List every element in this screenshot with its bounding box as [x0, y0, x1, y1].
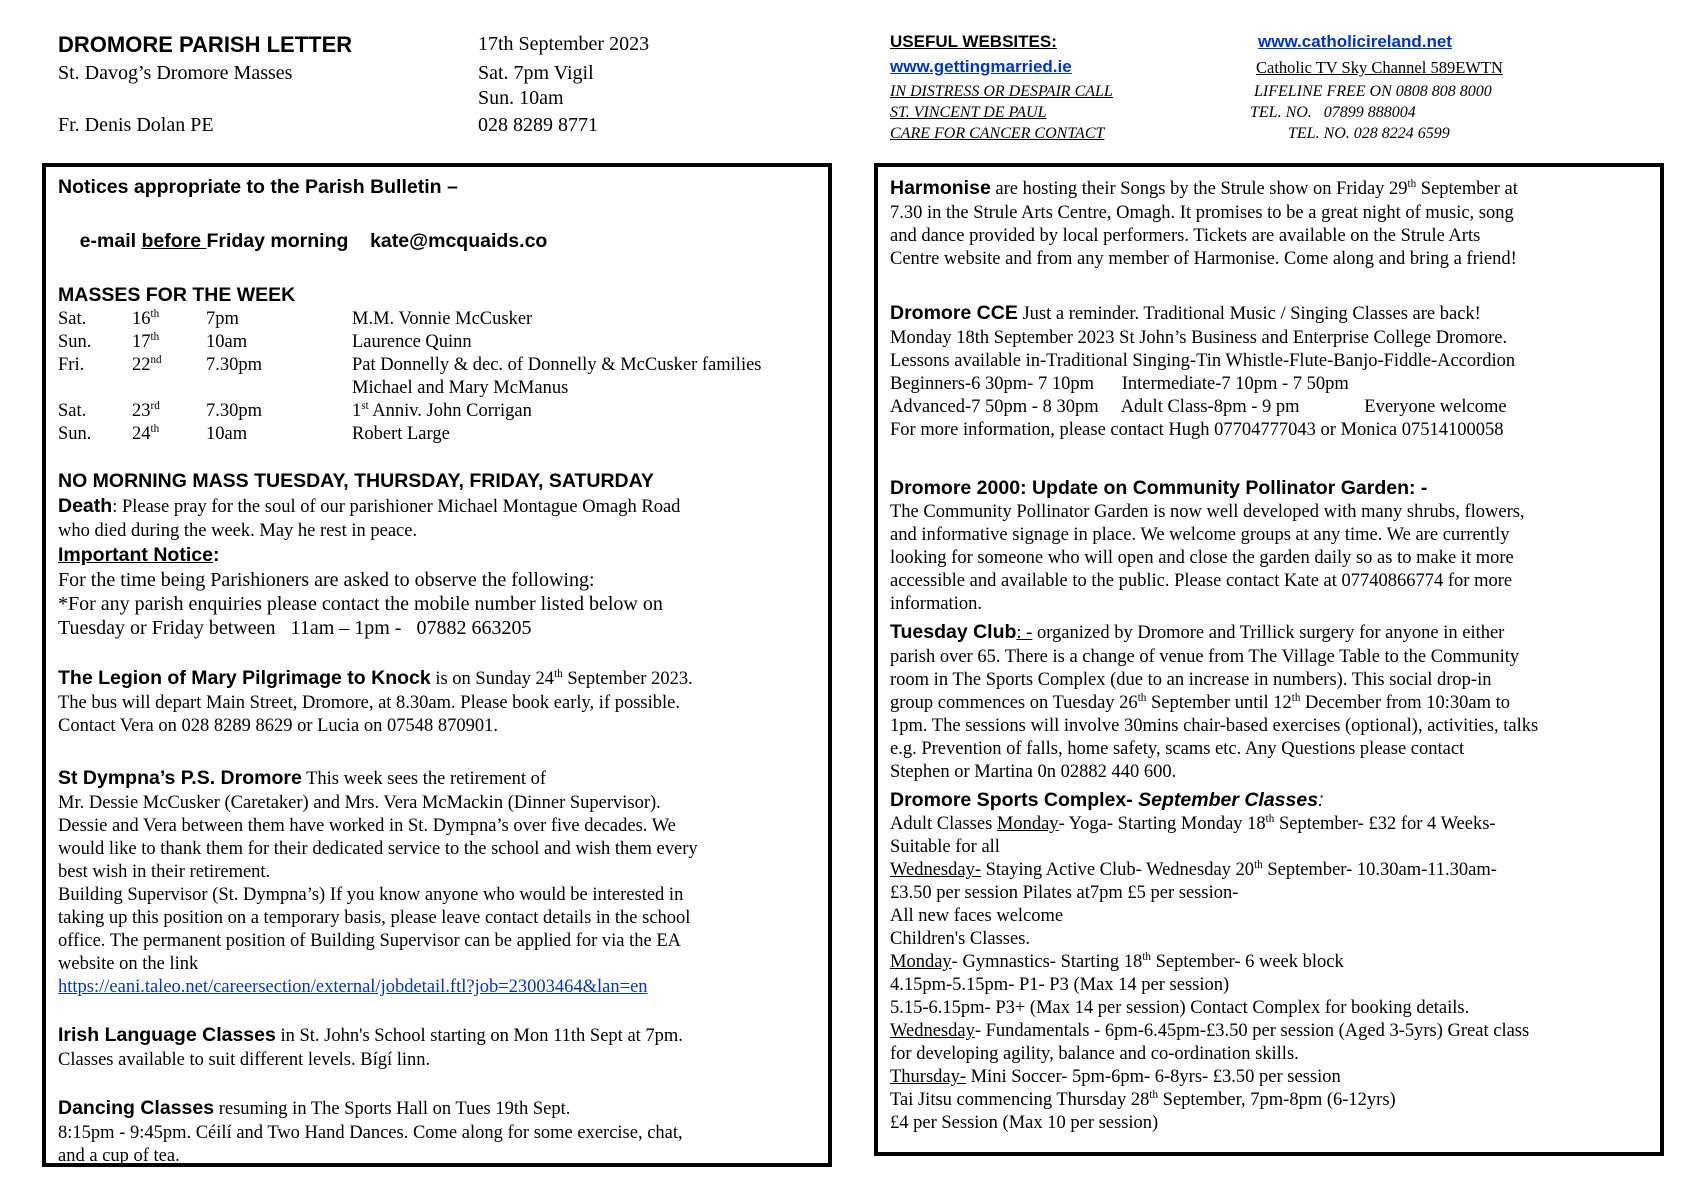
sports-line: £3.50 per session Pilates at7pm £5 per session- [890, 883, 1239, 903]
table-row: Sat. 16th 7pm M.M. Vonnie McCusker [58, 307, 533, 329]
sunday-time: Sun. 10am [478, 87, 564, 109]
sports-line: Wednesday- Fundamentals - 6pm-6.45pm-£3.50 per session (Aged 3-5yrs) Great class [890, 1021, 1530, 1041]
sports-line: Tai Jitsu commencing Thursday 28th September, 7pm-8pm (6-12yrs) [890, 1088, 1396, 1110]
d2000-line: accessible and available to the public. Please contact Kate at 07740866774 for more [890, 571, 1513, 591]
distress-label: IN DISTRESS OR DESPAIR CALL [890, 83, 1113, 100]
death-heading: Death [58, 495, 113, 517]
sports-line: Wednesday- Staying Active Club- Wednesday 20th September- 10.30am-11.30am- [890, 858, 1497, 880]
d2000-heading: Dromore 2000: Update on Community Pollinator Garden: - [890, 477, 1428, 499]
sports-line: All new faces welcome [890, 906, 1064, 926]
parish-phone: 028 8289 8771 [478, 114, 598, 136]
sports-line: Suitable for all [890, 837, 1000, 857]
date-text: 17th September 2023 [478, 33, 650, 55]
tuesday-line: group commences on Tuesday 26th September until 12th December from 10:30am to [890, 691, 1510, 713]
sports-line: 5.15-6.15pm- P3+ (Max 14 per session) Contact Complex for booking details. [890, 998, 1470, 1018]
left-column [58, 174, 823, 1168]
table-row: Sun. 24th 10am Robert Large [58, 422, 450, 444]
harmonise-line: and dance provided by local performers. Tickets are available on the Strule Arts [890, 226, 1481, 246]
vigil-time: Sat. 7pm Vigil [478, 62, 594, 84]
legion-heading: The Legion of Mary Pilgrimage to Knock [58, 667, 431, 689]
parish-letter-title: DROMORE PARISH LETTER [58, 32, 353, 57]
cce-line-1: Dromore CCE Just a reminder. Traditional Music / Singing Classes are back! [890, 302, 1481, 324]
harmonise-line: Centre website and from any member of Harmonise. Come along and bring a friend! [890, 249, 1517, 269]
cancer-row [890, 123, 1480, 144]
masses-table [58, 308, 762, 446]
dympna-line: office. The permanent position of Building Supervisor can be applied for via the EA [58, 931, 682, 951]
cce-line: Advanced-7 50pm - 8 30pm Adult Class-8pm - 9 pm Everyone welcome [890, 397, 1507, 417]
tuesday-line: Stephen or Martina 0n 02882 440 600. [890, 762, 1177, 782]
priest-name: Fr. Denis Dolan PE [58, 114, 214, 136]
irish-line-1: Irish Language Classes in St. John's School starting on Mon 11th Sept at 7pm. [58, 1024, 683, 1046]
d2000-line: information. [890, 594, 982, 614]
sports-line: Monday- Gymnastics- Starting 18th September- 6 week block [890, 950, 1344, 972]
cce-heading: Dromore CCE [890, 302, 1018, 324]
harmonise-line-1: Harmonise are hosting their Songs by the Strule show on Friday 29th September at [890, 177, 1518, 199]
death-notice: Death: Please pray for the soul of our parishioner Michael Montague Omagh Road [58, 495, 681, 517]
email-address[interactable]: kate@mcquaids.co [370, 230, 548, 252]
sports-line: Thursday- Mini Soccer- 5pm-6pm- 6-8yrs- £3.50 per session [890, 1067, 1341, 1087]
legion-line-1: The Legion of Mary Pilgrimage to Knock is on Sunday 24th September 2023. [58, 667, 693, 689]
cancer-value: TEL. NO. 028 8224 6599 [1288, 125, 1450, 142]
table-row: Fri. 22nd 7.30pm Pat Donnelly & dec. of Donnelly & McCusker families [58, 353, 762, 375]
table-row: Sat. 23rd 7.30pm 1st Anniv. John Corrigan [58, 399, 532, 421]
tuesday-line: parish over 65. There is a change of venue from The Village Table to the Community [890, 647, 1520, 667]
cancer-label: CARE FOR CANCER CONTACT [890, 125, 1105, 142]
sports-line: Children's Classes. [890, 929, 1031, 949]
websites-heading: USEFUL WEBSITES: [890, 32, 1057, 51]
dympna-line: taking up this position on a temporary basis, please leave contact details in the school [58, 908, 691, 928]
tuesday-line: room in The Sports Complex (due to an increase in numbers). This social drop-in [890, 670, 1492, 690]
dympna-line: Mr. Dessie McCusker (Caretaker) and Mrs. Vera McMackin (Dinner Supervisor). [58, 793, 661, 813]
dympna-line: Building Supervisor (St. Dympna’s) If you know anyone who would be interested in [58, 885, 684, 905]
masses-label: St. Davog’s Dromore Masses [58, 62, 293, 84]
catholic-tv: Catholic TV Sky Channel 589EWTN [1256, 58, 1503, 77]
d2000-line: looking for someone who will open and close the garden daily so as to make it more [890, 548, 1514, 568]
tuesday-line-1: Tuesday Club: - organized by Dromore and Trillick surgery for anyone in either [890, 621, 1505, 643]
dympna-line: website on the link [58, 954, 199, 974]
dancing-line-3: and a cup of tea. [58, 1146, 180, 1166]
notices-heading: Notices appropriate to the Parish Bulletin – [58, 176, 458, 198]
dympna-line: best wish in their retirement. [58, 862, 271, 882]
harmonise-heading: Harmonise [890, 177, 991, 199]
dancing-heading: Dancing Classes [58, 1097, 215, 1119]
sports-line: for developing agility, balance and co-ordination skills. [890, 1044, 1299, 1064]
distress-row [890, 81, 1542, 102]
tuesday-heading: Tuesday Club [890, 621, 1017, 643]
important-line-2: *For any parish enquiries please contact the mobile number listed below on [58, 593, 663, 615]
tuesday-line: e.g. Prevention of falls, home safety, scams etc. Any Questions please contact [890, 739, 1465, 759]
dympna-line: Dessie and Vera between them have worked in St. Dympna’s over five decades. We [58, 816, 676, 836]
right-column [890, 176, 1652, 1135]
dympna-heading: St Dympna’s P.S. Dromore [58, 767, 302, 789]
dancing-line-2: 8:15pm - 9:45pm. Céilí and Two Hand Dances. Come along for some exercise, chat, [58, 1123, 683, 1143]
sports-line: 4.15pm-5.15pm- P1- P3 (Max 14 per session) [890, 975, 1230, 995]
d2000-line: and informative signage in place. We welcome groups at any time. We are currently [890, 525, 1510, 545]
important-notice-heading: Important Notice: [58, 544, 220, 566]
gettingmarried-link[interactable]: www.gettingmarried.ie [890, 57, 1072, 76]
cce-line: For more information, please contact Hugh 07704777043 or Monica 07514100058 [890, 420, 1504, 440]
letter-date [478, 32, 649, 57]
no-mass-notice: NO MORNING MASS TUESDAY, THURSDAY, FRIDAY, SATURDAY [58, 470, 654, 492]
dancing-line-1: Dancing Classes resuming in The Sports Hall on Tues 19th Sept. [58, 1097, 571, 1119]
catholicireland-link[interactable]: www.catholicireland.net [1258, 32, 1452, 51]
table-row: Sun. 17th 10am Laurence Quinn [58, 330, 472, 352]
irish-line-2: Classes available to suit different levels. Bígí linn. [58, 1050, 431, 1070]
important-line-3: Tuesday or Friday between 11am – 1pm - 07882 663205 [58, 617, 532, 639]
important-line-1: For the time being Parishioners are asked to observe the following: [58, 569, 595, 591]
legion-line-3: Contact Vera on 028 8289 8629 or Lucia on 07548 870901. [58, 716, 498, 736]
tuesday-line: 1pm. The sessions will involve 30mins chair-based exercises (optional), activities, talks [890, 716, 1539, 736]
cce-line: Lessons available in-Traditional Singing-Tin Whistle-Flute-Banjo-Fiddle-Accordion [890, 351, 1516, 371]
sports-heading: Dromore Sports Complex- September Classes: [890, 789, 1324, 811]
masses-heading: MASSES FOR THE WEEK [58, 284, 296, 306]
irish-heading: Irish Language Classes [58, 1024, 276, 1046]
sports-line: £4 per Session (Max 10 per session) [890, 1113, 1159, 1133]
dympna-line: would like to thank them for their dedicated service to the school and wish them every [58, 839, 698, 859]
cce-line: Beginners-6 30pm- 7 10pm Intermediate-7 10pm - 7 50pm [890, 374, 1349, 394]
email-line: e-mail before Friday morning kate@mcquaids.co [79, 230, 548, 252]
dympna-line-1: St Dympna’s P.S. Dromore This week sees the retirement of [58, 767, 547, 789]
table-row: Michael and Mary McManus [352, 378, 569, 398]
cce-line: Monday 18th September 2023 St John’s Business and Enterprise College Dromore. [890, 328, 1508, 348]
d2000-line: The Community Pollinator Garden is now well developed with many shrubs, flowers, [890, 502, 1525, 522]
distress-value: LIFELINE FREE ON 0808 808 8000 [1254, 83, 1492, 100]
svdp-label: ST. VINCENT DE PAUL [890, 104, 1047, 121]
ea-job-link[interactable]: https://eani.taleo.net/careersection/external/jobdetail.ftl?job=23003464&lan=en [58, 977, 648, 997]
sports-line: Adult Classes Monday- Yoga- Starting Monday 18th September- £32 for 4 Weeks- [890, 812, 1496, 834]
death-text-2: who died during the week. May he rest in peace. [58, 521, 418, 541]
svdp-row [890, 102, 1450, 123]
svdp-value: TEL. NO. 07899 888004 [1250, 104, 1416, 121]
harmonise-line: 7.30 in the Strule Arts Centre, Omagh. It promises to be a great night of music, song [890, 203, 1514, 223]
legion-line-2: The bus will depart Main Street, Dromore, at 8.30am. Please book early, if possible. [58, 693, 680, 713]
